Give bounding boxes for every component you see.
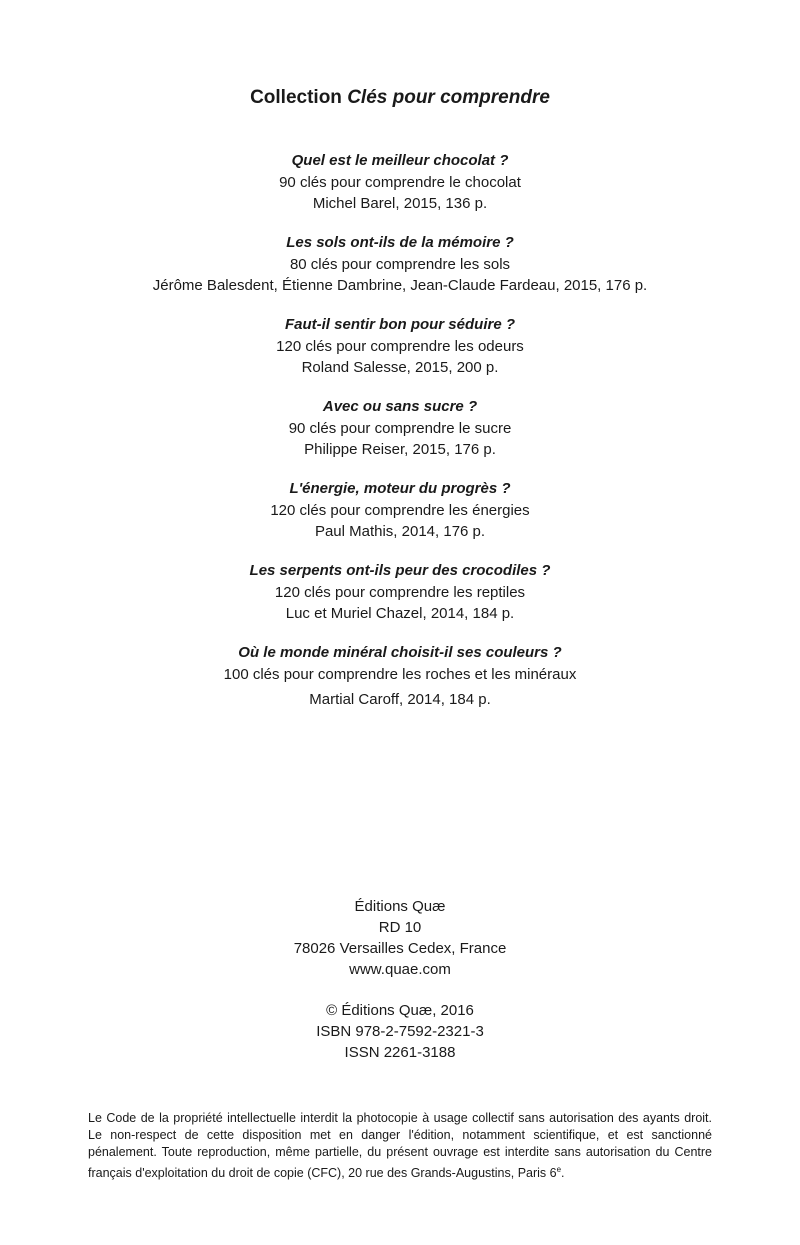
legal-notice (88, 1110, 712, 1182)
book-entry (0, 150, 800, 214)
book-meta: Roland Salesse, 2015, 200 p. (301, 359, 499, 376)
book-subtitle: 120 clés pour comprendre les odeurs (276, 338, 524, 355)
book-title: Quel est le meilleur chocolat ? (291, 152, 509, 169)
book-entry (0, 642, 800, 710)
publisher-name: Éditions Quæ (354, 898, 446, 915)
book-title: Les serpents ont-ils peur des crocodiles ? (249, 562, 551, 579)
book-entry (0, 232, 800, 296)
book-meta: Michel Barel, 2015, 136 p. (312, 195, 488, 212)
publisher-website: www.quae.com (349, 961, 451, 978)
legal-end: . (561, 1166, 565, 1181)
book-subtitle: 120 clés pour comprendre les énergies (270, 502, 530, 519)
book-list (0, 150, 800, 728)
publisher-city: 78026 Versailles Cedex, France (293, 940, 507, 957)
copyright-line: © Éditions Quæ, 2016 (326, 1002, 474, 1019)
publisher-road: RD 10 (378, 919, 422, 936)
book-subtitle: 120 clés pour comprendre les reptiles (274, 584, 526, 601)
legal-superscript: e (556, 1165, 562, 1174)
collection-prefix: Collection (250, 87, 342, 108)
isbn-line: ISBN 978-2-7592-2321-3 (316, 1023, 484, 1040)
book-subtitle: 80 clés pour comprendre les sols (289, 256, 511, 273)
book-title: L'énergie, moteur du progrès ? (289, 480, 511, 497)
collection-name: Clés pour comprendre (347, 87, 550, 108)
collection-title (0, 86, 800, 110)
book-entry (0, 396, 800, 460)
book-meta: Jérôme Balesdent, Étienne Dambrine, Jean-Claude Fardeau, 2015, 176 p. (152, 277, 648, 294)
issn-line: ISSN 2261-3188 (344, 1044, 456, 1061)
legal-text: Le Code de la propriété intellectuelle interdit la photocopie à usage collectif sans autorisation des ayants droit. Le non-respect de cette disposition met en danger l'édition, notamment scientifique, et est sanctionné pénalement. Toute reproduction, même partielle, du présent ouvrage est interdite sans autorisation du Centre français d'exploitation du droit de copie (CFC), 20 rue des Grands-Augustins, Paris 6 (88, 1111, 712, 1181)
book-entry (0, 478, 800, 542)
book-meta: Paul Mathis, 2014, 176 p. (314, 523, 486, 540)
book-entry (0, 314, 800, 378)
publisher-block (0, 896, 800, 1063)
book-meta: Martial Caroff, 2014, 184 p. (309, 691, 491, 708)
book-subtitle: 90 clés pour comprendre le sucre (288, 420, 512, 437)
book-title: Les sols ont-ils de la mémoire ? (286, 234, 514, 251)
book-subtitle: 100 clés pour comprendre les roches et les minéraux (223, 666, 577, 683)
spacer (0, 980, 800, 1000)
book-meta: Philippe Reiser, 2015, 176 p. (304, 441, 496, 458)
book-title: Faut-il sentir bon pour séduire ? (284, 316, 515, 333)
book-entry (0, 560, 800, 624)
book-title: Avec ou sans sucre ? (322, 398, 478, 415)
book-title: Où le monde minéral choisit-il ses couleurs ? (238, 644, 562, 661)
book-subtitle: 90 clés pour comprendre le chocolat (279, 174, 521, 191)
book-meta: Luc et Muriel Chazel, 2014, 184 p. (285, 605, 515, 622)
